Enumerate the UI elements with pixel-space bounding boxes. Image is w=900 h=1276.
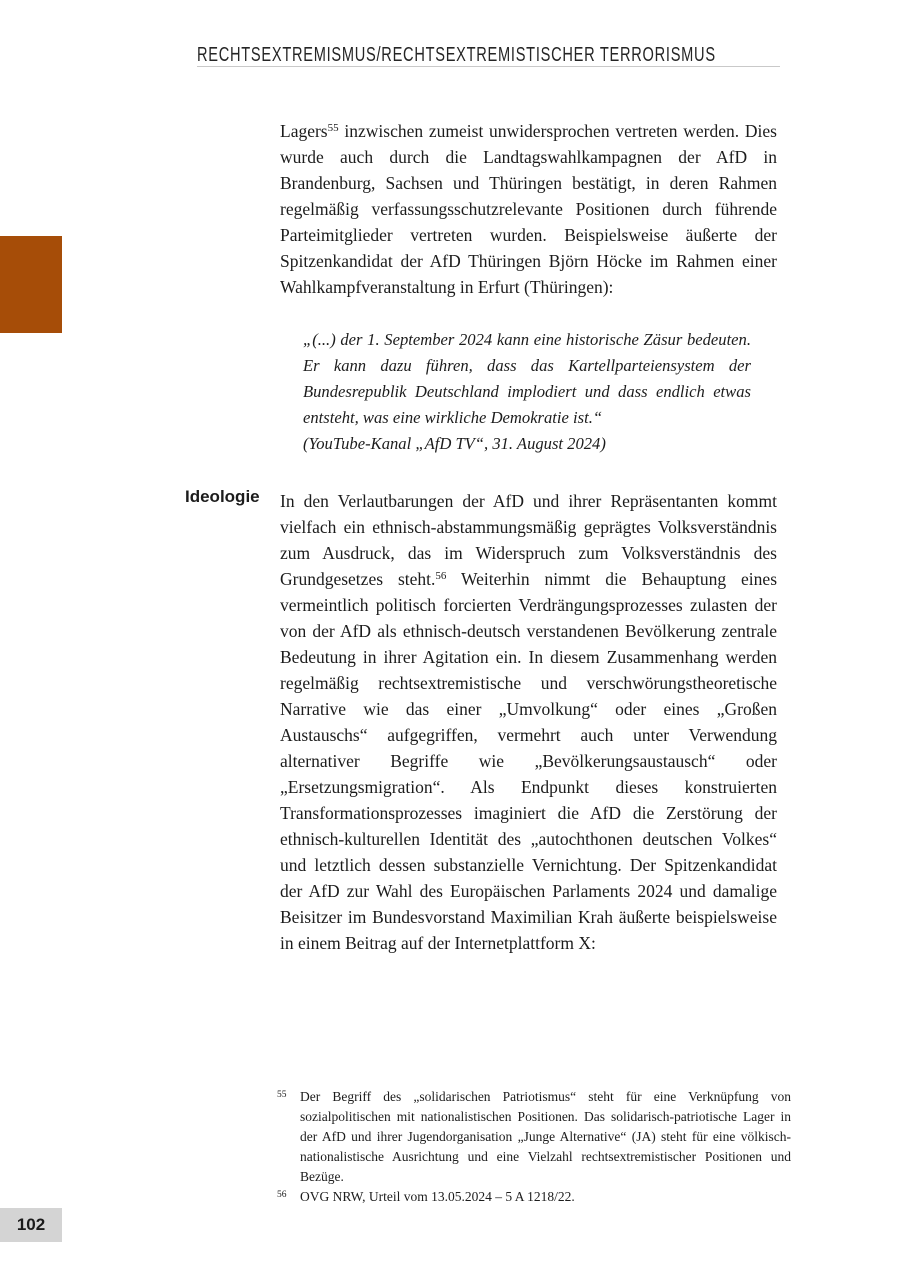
main-text-column [280, 118, 777, 956]
footnote-55-number: 55 [277, 1090, 287, 1100]
footnote-reference-56: 56 [435, 570, 447, 582]
footnotes-section [277, 1087, 791, 1207]
footnote-56 [277, 1187, 791, 1207]
paragraph-intro-text-rest: inzwischen zumeist unwidersprochen vertreten werden. Dies wurde auch durch die Landtagswahlkampagnen der AfD in Brandenburg, Sachsen und Thüringen bestätigt, in deren Rahmen regelmäßig verfassungsschutzrelevante Positionen durch führende Parteimitglieder vertreten wurden. Beispielsweise äußerte der Spitzenkandidat der AfD Thüringen Björn Höcke im Rahmen einer Wahlkampfveranstaltung in Erfurt (Thüringen): [280, 121, 777, 297]
paragraph-ideologie-text-start: In den Verlautbarungen der AfD und ihrer Repräsentanten kommt vielfach ein ethnisch-abstammungsmäßig geprägtes Volksverständnis zum Ausdruck, das im Widerspruch zum Volksverständnis des Grundgesetzes steht. [280, 491, 777, 589]
header-rule [197, 66, 780, 67]
paragraph-intro [280, 118, 777, 300]
footnote-56-number: 56 [277, 1190, 287, 1200]
blockquote [303, 327, 751, 457]
quote-text: „(...) der 1. September 2024 kann eine historische Zäsur bedeuten. Er kann dazu führen, dass das Kartellparteiensystem der Bundesrepublik Deutschland implodiert und dass endlich etwas entsteht, was eine wirkliche Demokratie ist.“ [303, 330, 751, 427]
paragraph-intro-text-start: Lagers [280, 121, 328, 141]
footnote-55-text: Der Begriff des „solidarischen Patriotismus“ steht für eine Verknüpfung von sozialpolitischen mit nationalistischen Positionen. Das solidarisch-patriotische Lager in der AfD und ihrer Jugendorganisation „Junge Alternative“ (JA) steht für eine völkisch-nationalistische Ausrichtung und eine Vielzahl rechtsextremistischer Positionen und Bezüge. [300, 1089, 791, 1184]
margin-label-ideologie: Ideologie [185, 487, 260, 506]
page-number-tab [0, 1208, 62, 1242]
footnote-56-text: OVG NRW, Urteil vom 13.05.2024 – 5 A 1218/22. [300, 1189, 575, 1204]
page-number: 102 [16, 1215, 46, 1234]
footnote-reference-55: 55 [327, 122, 339, 134]
running-head: RECHTSEXTREMISMUS/RECHTSEXTREMISTISCHER TERRORISMUS [197, 44, 716, 66]
paragraph-ideologie-text-rest: Weiterhin nimmt die Behauptung eines vermeintlich politisch forcierten Verdrängungsprozesses zulasten der von der AfD als ethnisch-deutsch verstandenen Bevölkerung zentrale Bedeutung in ihrer Agitation ein. In diesem Zusammenhang werden regelmäßig rechtsextremistische und verschwörungstheoretische Narrative wie das einer „Umvolkung“ oder eines „Großen Austauschs“ aufgegriffen, vermehrt auch unter Verwendung alternativer Begriffe wie „Bevölkerungsaustausch“ oder „Ersetzungsmigration“. Als Endpunkt dieses konstruierten Transformationsprozesses imaginiert die AfD die Zerstörung der ethnisch-kulturellen Identität des „autochthonen deutschen Volkes“ und letztlich dessen substanzielle Vernichtung. Der Spitzenkandidat der AfD zur Wahl des Europäischen Parlaments 2024 und damalige Beisitzer im Bundesvorstand Maximilian Krah äußerte beispielsweise in einem Beitrag auf der Internetplattform X: [280, 569, 777, 953]
quote-attribution: (YouTube-Kanal „AfD TV“, 31. August 2024) [303, 434, 606, 453]
chapter-marker-bar [0, 236, 62, 333]
paragraph-ideologie [280, 488, 777, 956]
footnote-55 [277, 1087, 791, 1187]
